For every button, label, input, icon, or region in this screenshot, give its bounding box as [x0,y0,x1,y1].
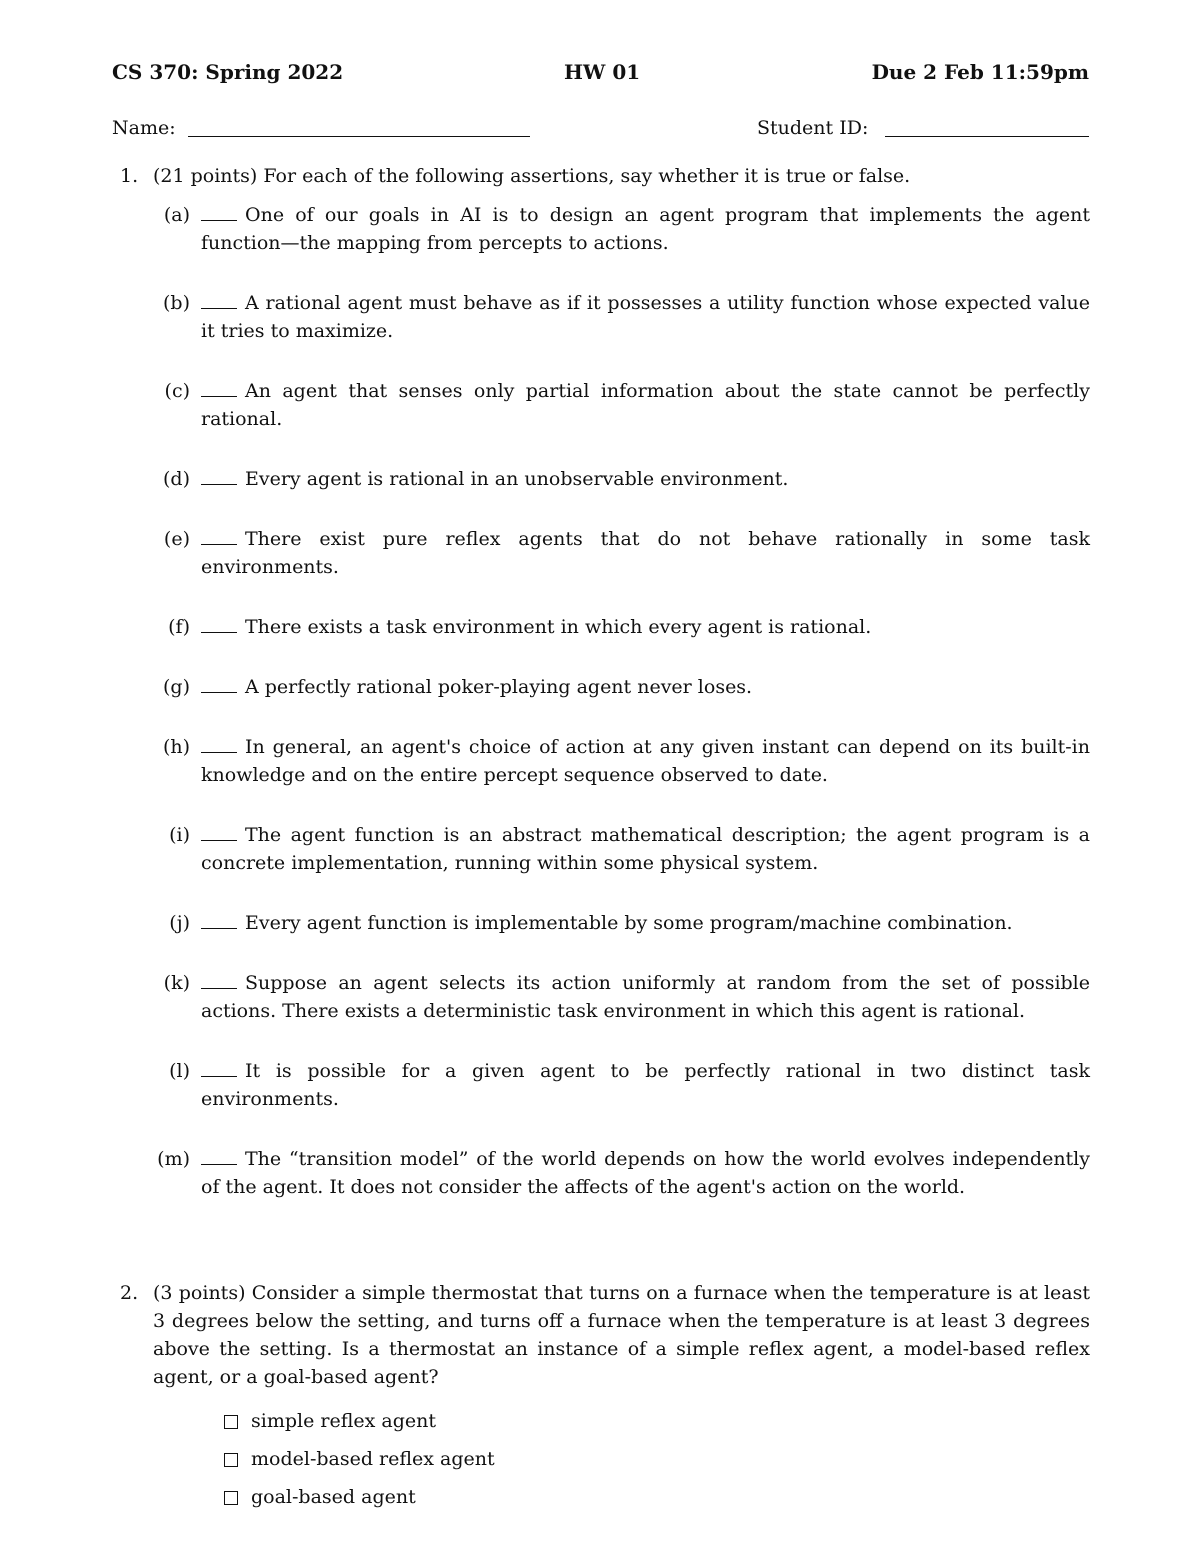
option-simple-reflex[interactable] [224,1402,495,1440]
item-text: It is possible for a given agent to be perfectly rational in two distinct task environments. [201,1060,1090,1110]
item-text: One of our goals in AI is to design an agent program that implements the agent function—the mapping from percepts to actions. [201,204,1090,254]
item-text: A perfectly rational poker-playing agent never loses. [245,676,753,698]
item-label: (i) [169,824,190,846]
question-1 [120,162,1090,190]
item-label: (b) [163,292,190,314]
item-label: (a) [163,204,190,226]
item-label: (g) [163,676,190,698]
item-label: (e) [163,528,190,550]
item-label: (k) [163,972,190,994]
course-title: CS 370: Spring 2022 [112,60,344,84]
list-item [150,1145,1090,1201]
student-info-row [112,114,1089,144]
list-item [150,377,1090,433]
question-2 [120,1279,1090,1391]
checkbox-icon[interactable] [224,1453,238,1467]
checkbox-icon[interactable] [224,1415,238,1429]
item-label: (j) [169,912,190,934]
question-text: (3 points) Consider a simple thermostat that turns on a furnace when the temperature is at least 3 degrees below the setting, and turns off a furnace when the temperature is at least 3 degrees above the setting. Is a thermostat an instance of a simple reflex agent, a model-based reflex agent, or a goal-based agent? [153,1282,1090,1388]
answer-blank[interactable] [201,1058,237,1077]
true-false-list [150,201,1090,1233]
page-header [112,58,1089,88]
answer-blank[interactable] [201,290,237,309]
item-label: (l) [169,1060,190,1082]
item-text: Every agent is rational in an unobservable environment. [245,468,789,490]
option-label: model-based reflex agent [251,1448,495,1470]
option-model-based-reflex[interactable] [224,1440,495,1478]
option-goal-based[interactable] [224,1478,495,1516]
answer-blank[interactable] [201,822,237,841]
answer-blank[interactable] [201,614,237,633]
checkbox-icon[interactable] [224,1491,238,1505]
item-label: (d) [163,468,190,490]
list-item [150,1057,1090,1113]
answer-blank[interactable] [201,466,237,485]
name-field[interactable] [188,136,530,137]
list-item [150,525,1090,581]
answer-blank[interactable] [201,734,237,753]
list-item [150,909,1090,937]
homework-title: HW 01 [564,60,641,84]
list-item [150,733,1090,789]
question-number: 2. [120,1282,139,1304]
list-item [150,289,1090,345]
question-text: (21 points) For each of the following assertions, say whether it is true or false. [153,165,911,187]
item-text: Every agent function is implementable by some program/machine combination. [245,912,1013,934]
due-date: Due 2 Feb 11:59pm [871,60,1089,84]
student-id-label: Student ID: [757,117,869,139]
list-item [150,673,1090,701]
answer-blank[interactable] [201,970,237,989]
item-text: An agent that senses only partial information about the state cannot be perfectly rational. [201,380,1090,430]
question-number: 1. [120,165,139,187]
option-label: simple reflex agent [251,1410,436,1432]
answer-blank[interactable] [201,910,237,929]
answer-blank[interactable] [201,674,237,693]
list-item [150,201,1090,257]
answer-blank[interactable] [201,202,237,221]
item-label: (h) [162,736,190,758]
option-label: goal-based agent [251,1486,416,1508]
item-text: Suppose an agent selects its action uniformly at random from the set of possible actions. There exists a deterministic task environment in which this agent is rational. [201,972,1090,1022]
answer-blank[interactable] [201,526,237,545]
item-text: The “transition model” of the world depends on how the world evolves independently of the agent. It does not consider the affects of the agent's action on the world. [201,1148,1090,1198]
item-text: The agent function is an abstract mathematical description; the agent program is a concrete implementation, running within some physical system. [201,824,1090,874]
item-label: (m) [157,1148,190,1170]
student-id-field[interactable] [885,136,1089,137]
answer-options [224,1402,495,1516]
item-label: (f) [168,616,190,638]
item-text: There exists a task environment in which every agent is rational. [245,616,872,638]
item-text: There exist pure reflex agents that do not behave rationally in some task environments. [201,528,1090,578]
item-text: In general, an agent's choice of action at any given instant can depend on its built-in knowledge and on the entire percept sequence observed to date. [201,736,1090,786]
list-item [150,821,1090,877]
item-text: A rational agent must behave as if it possesses a utility function whose expected value it tries to maximize. [201,292,1090,342]
answer-blank[interactable] [201,1146,237,1165]
answer-blank[interactable] [201,378,237,397]
list-item [150,465,1090,493]
list-item [150,613,1090,641]
list-item [150,969,1090,1025]
name-label: Name: [112,117,176,139]
item-label: (c) [164,380,190,402]
